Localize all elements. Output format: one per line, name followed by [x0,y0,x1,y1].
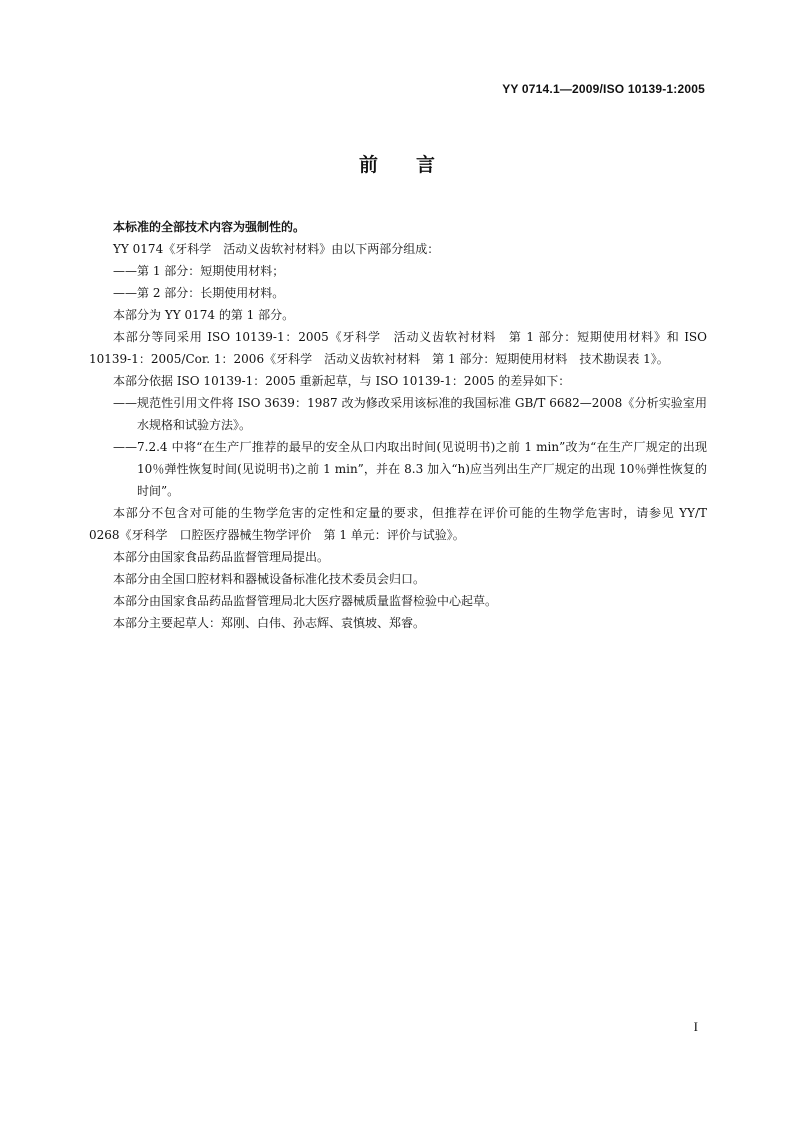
list-item [89,260,707,282]
list-item-text: 7.2.4 中将“在生产厂推荐的最早的安全从口内取出时间(见说明书)之前 1 min”改为“在生产厂规定的出现 10％弹性恢复时间(见说明书)之前 1 min”，并在 8.3 加入“h)应当列出生产厂规定的出现 10％弹性恢复的时间”。 [137,440,707,498]
list-dash: —— [113,396,137,410]
list-item-text: 第 1 部分：短期使用材料； [137,264,285,278]
paragraph: 本部分为 YY 0174 的第 1 部分。 [113,308,295,322]
list-item-text: 规范性引用文件将 ISO 3639：1987 改为修改采用该标准的我国标准 GB/T 6682—2008《分析实验室用水规格和试验方法》。 [137,396,707,432]
paragraph: YY 0174《牙科学 活动义齿软衬材料》由以下两部分组成： [113,242,440,256]
paragraph: 本部分依据 ISO 10139-1：2005 重新起草，与 ISO 10139-1：2005 的差异如下： [113,374,571,388]
list-item [89,436,707,502]
paragraph: 本部分由全国口腔材料和器械设备标准化技术委员会归口。 [113,572,426,586]
page-title: 前言 [358,154,473,176]
standard-number: YY 0714.1—2009/ISO 10139-1:2005 [502,82,705,96]
list-item [89,282,707,304]
list-item-text: 第 2 部分：长期使用材料。 [137,286,285,300]
foreword-body [89,216,707,634]
paragraph: 本部分等同采用 ISO 10139-1：2005《牙科学 活动义齿软衬材料 第 1 部分：短期使用材料》和 ISO 10139-1：2005/Cor. 1：2006《牙科学 活动义齿软衬材料 第 1 部分：短期使用材料 技术勘误表 1》。 [89,330,707,366]
page-number: I [693,1019,698,1034]
list-dash: —— [113,440,137,454]
paragraph: 本部分由国家食品药品监督管理局提出。 [113,550,330,564]
paragraph: 本部分由国家食品药品监督管理局北大医疗器械质量监督检验中心起草。 [113,594,498,608]
paragraph: 本部分主要起草人：郑刚、白伟、孙志辉、袁慎坡、郑睿。 [113,616,426,630]
list-dash: —— [113,264,137,278]
paragraph: 本部分不包含对可能的生物学危害的定性和定量的要求，但推荐在评价可能的生物学危害时，请参见 YY/T 0268《牙科学 口腔医疗器械生物学评价 第 1 单元：评价与试验》。 [89,506,707,542]
list-dash: —— [113,286,137,300]
list-item [89,392,707,436]
mandatory-statement: 本标准的全部技术内容为强制性的。 [113,220,306,234]
